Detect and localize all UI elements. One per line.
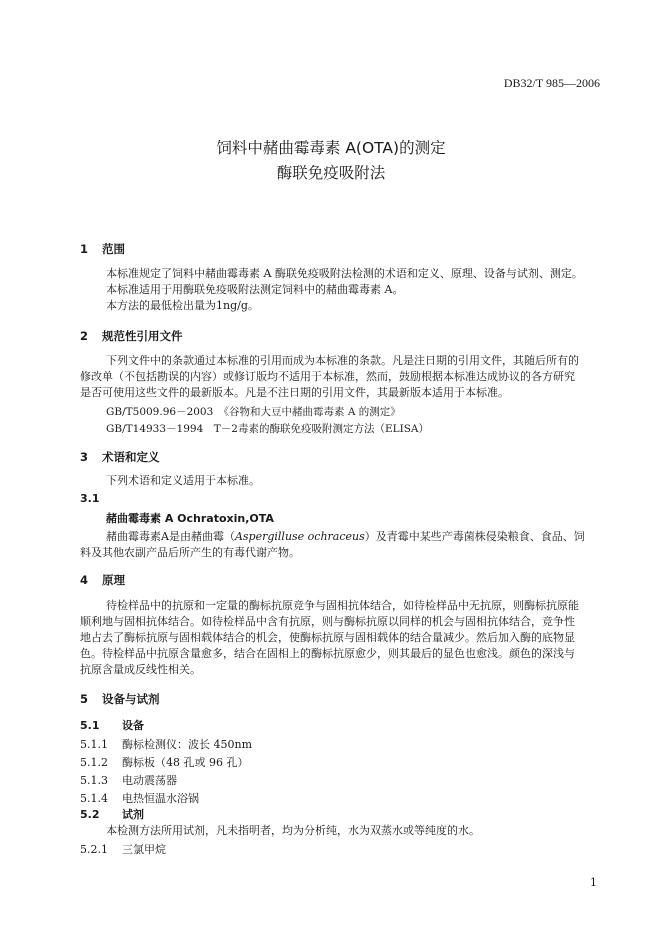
section-1-heading [80,241,125,257]
paragraph-line: 抗原含量成反线性相关。 [80,663,201,676]
document-title: 饲料中赭曲霉毒素 A(OTA)的测定 [216,139,446,157]
section-title: 范围 [102,242,125,256]
subsection-title: 试剂 [122,808,144,821]
section-2-heading [80,328,183,344]
section-4-heading [80,572,125,588]
equipment-item [80,772,177,788]
standard-code: DB32/T 985—2006 [503,76,600,90]
definition-text: 赭曲霉毒素A是由赭曲霉（ [106,530,235,543]
term-definition-line: 料及其他农副产品后所产生的有毒代谢产物。 [80,546,300,559]
item-number: 5.1.2 [80,756,108,769]
item-label: 电动震荡器 [122,774,177,787]
definition-text: ）及青霉中某些产毒菌株侵染粮食、食品、饲 [364,530,585,543]
paragraph-line: 是否可使用这些文件的最新版本。凡是不注日期的引用文件，其最新版本适用于本标准。 [80,386,509,399]
species-name: Aspergilluse ochraceus [234,530,365,543]
section-title: 原理 [102,573,125,587]
term-entry: 赭曲霉毒素 A Ochratoxin,OTA [106,512,274,525]
item-label: 三氯甲烷 [122,843,166,856]
section-number: 4 [80,573,89,587]
section-number: 2 [80,329,89,343]
item-label: 酶标检测仪：波长 450nm [122,738,253,751]
paragraph: 本检测方法所用试剂，凡未指明者，均为分析纯，水为双蒸水或等纯度的水。 [106,824,480,837]
page-number: 1 [590,876,597,889]
section-title: 术语和定义 [102,450,160,464]
item-number: 5.1.3 [80,774,108,787]
item-number: 5.1.4 [80,792,108,805]
term-definition [106,529,585,545]
section-5-heading [80,691,160,707]
reagent-item [80,841,166,857]
paragraph: 本标准适用于用酶联免疫吸附法测定饲料中的赭曲霉毒素 A。 [106,283,404,296]
subsection-5-2 [80,806,144,822]
section-title: 规范性引用文件 [102,329,183,343]
item-number: 5.2.1 [80,843,108,856]
item-label: 酶标板（48 孔或 96 孔） [122,756,249,769]
paragraph-line: 待检样品中的抗原和一定量的酶标抗原竞争与固相抗体结合，如待检样品中无抗原，则酶标抗原能 [106,599,579,612]
paragraph-line: 修改单（不包括勘误的内容）或修订版均不适用于本标准，然而，鼓励根据本标准达成协议的各方研究 [80,370,575,383]
subsection-number: 3.1 [80,492,100,505]
paragraph: 本方法的最低检出量为1ng/g。 [106,299,259,312]
section-number: 1 [80,242,89,256]
section-title: 设备与试剂 [102,692,160,706]
paragraph: 下列术语和定义适用于本标准。 [106,474,260,487]
item-label: 电热恒温水浴锅 [122,792,199,805]
subsection-number: 5.1 [80,719,100,732]
equipment-item [80,790,199,806]
subsection-number: 5.2 [80,808,100,821]
paragraph-line: 顺利地与固相抗体结合。如待检样品中含有抗原，则与酶标抗原以同样的机会与固相抗体结合，竞争性 [80,615,575,628]
section-3-heading [80,449,160,465]
paragraph-line: 地占去了酶标抗原与固相载体结合的机会，使酶标抗原与固相载体的结合量减少。然后加入酶的底物显 [80,631,575,644]
subsection-5-1 [80,717,144,733]
paragraph-line: 色。待检样品中抗原含量愈多，结合在固相上的酶标抗原愈少，则其最后的显色也愈浅。颜色的深浅与 [80,647,575,660]
item-number: 5.1.1 [80,738,108,751]
reference-item: GB/T14933－1994 T－2毒素的酶联免疫吸附测定方法（ELISA） [106,423,430,435]
equipment-item [80,754,248,770]
paragraph: 本标准规定了饲料中赭曲霉毒素 A 酶联免疫吸附法检测的术语和定义、原理、设备与试剂、测定。 [106,267,583,280]
reference-item: GB/T5009.96－2003 《谷物和大豆中赭曲霉毒素 A 的测定》 [106,406,401,418]
section-number: 5 [80,692,89,706]
subsection-title: 设备 [122,719,144,732]
equipment-item [80,736,252,752]
document-subtitle: 酶联免疫吸附法 [276,164,386,182]
section-number: 3 [80,450,89,464]
paragraph-line: 下列文件中的条款通过本标准的引用而成为本标准的条款。凡是注日期的引用文件，其随后所有的 [106,354,579,367]
